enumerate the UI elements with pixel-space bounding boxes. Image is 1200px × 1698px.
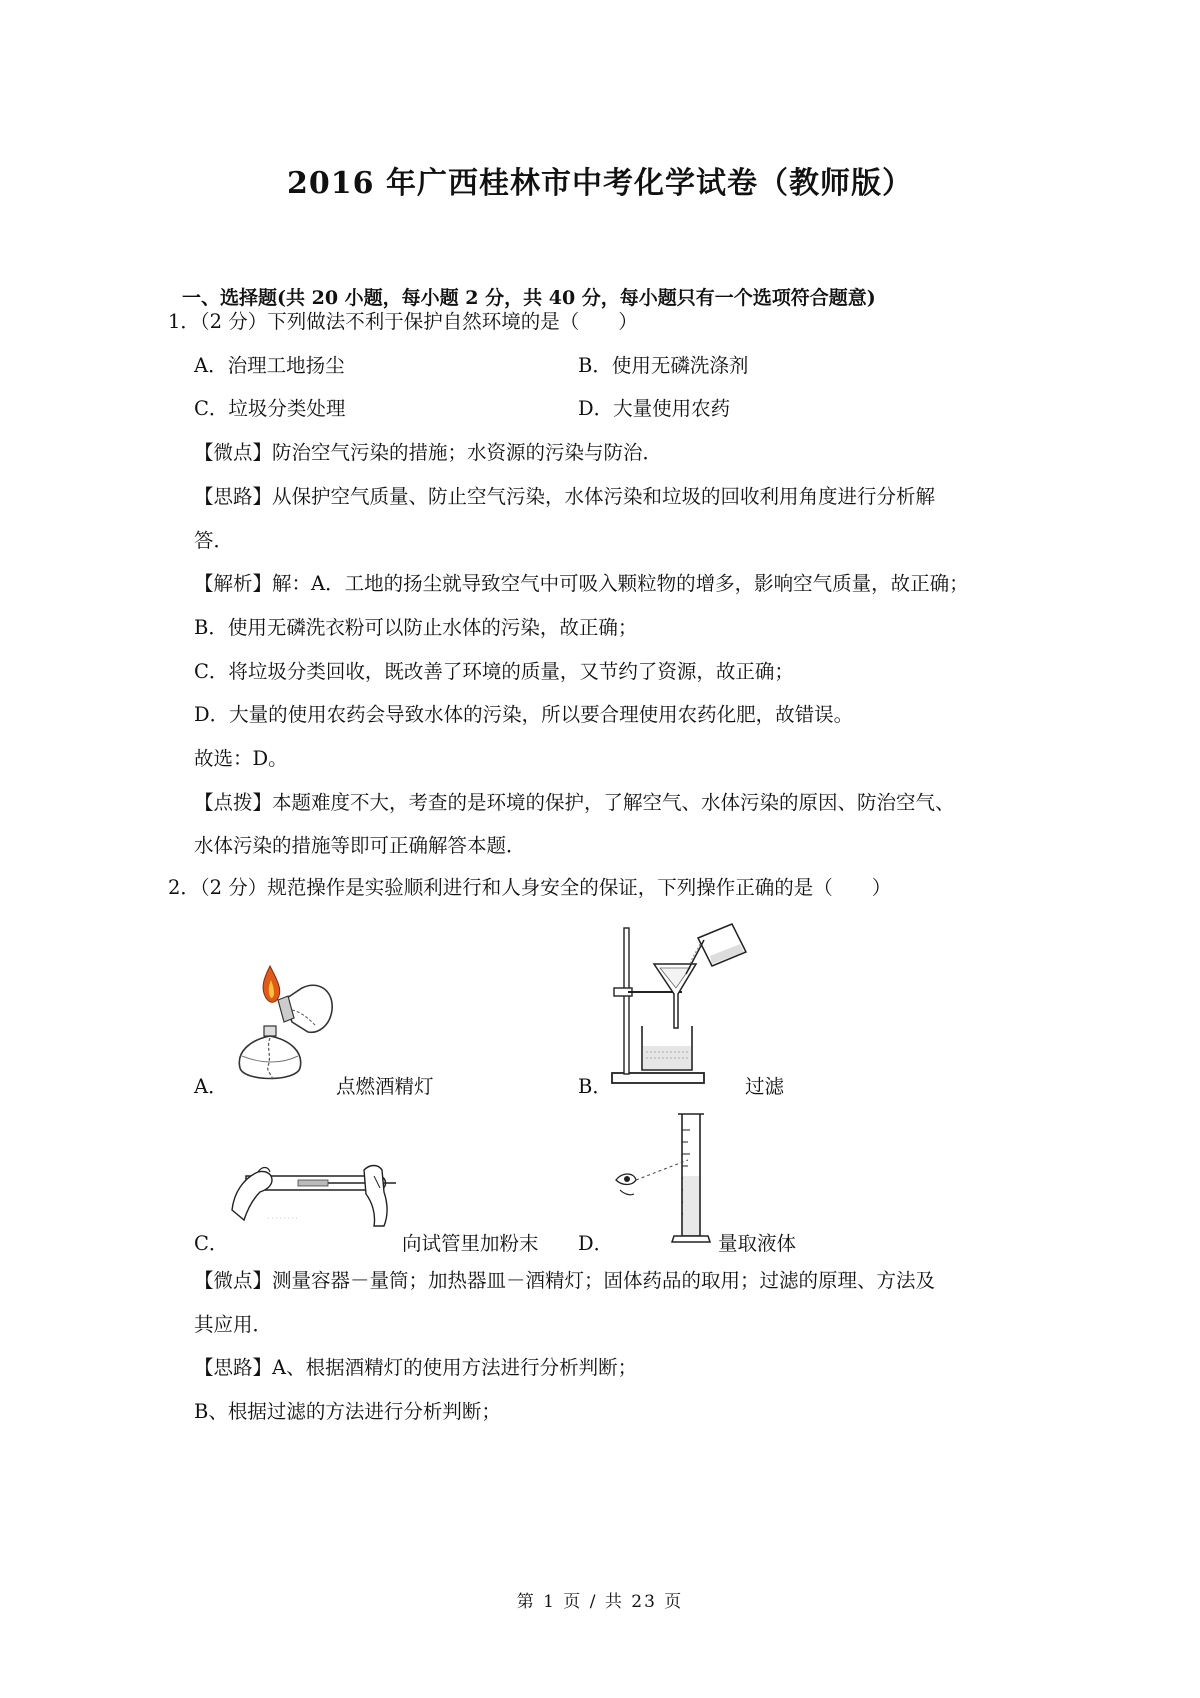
q1-jiexi-line1: 【解析】解：A．工地的扬尘就导致空气中可吸入颗粒物的增多，影响空气质量，故正确；: [194, 572, 969, 595]
q1-stem: 1．（2 分）下列做法不利于保护自然环境的是（ ）: [168, 310, 638, 333]
q2-silu-line1: 【思路】A、根据酒精灯的使用方法进行分析判断；: [194, 1356, 638, 1379]
q2-option-b-letter: B．: [578, 1075, 612, 1098]
q1-option-c: C．垃圾分类处理: [194, 397, 346, 420]
q1-jiexi-line2: B．使用无磷洗衣粉可以防止水体的污染，故正确；: [194, 616, 638, 639]
q2-option-c-letter: C．: [194, 1232, 229, 1255]
section-heading: 一、选择题(共 20 小题，每小题 2 分，共 40 分，每小题只有一个选项符合题意): [182, 287, 876, 309]
q1-jiexi-line3: C．将垃圾分类回收，既改善了环境的质量，又节约了资源，故正确；: [194, 660, 794, 683]
q1-weidian: 【微点】防治空气污染的措施；水资源的污染与防治．: [194, 441, 663, 464]
q2-stem: 2．（2 分）规范操作是实验顺利进行和人身安全的保证，下列操作正确的是（ ）: [168, 876, 892, 899]
test-tube-powder-illustration: [228, 1150, 400, 1230]
q2-weidian-line2: 其应用．: [194, 1313, 273, 1336]
page-title: 2016 年广西桂林市中考化学试卷（教师版）: [287, 166, 913, 201]
q2-option-d-letter: D．: [578, 1232, 614, 1255]
q2-weidian-line1: 【微点】测量容器－量筒；加热器皿－酒精灯；固体药品的取用；过滤的原理、方法及: [194, 1269, 936, 1292]
q2-option-a-caption: 点燃酒精灯: [336, 1075, 434, 1098]
filtration-illustration: [606, 918, 756, 1088]
q1-option-a: A．治理工地扬尘: [194, 354, 345, 377]
q1-silu-line1: 【思路】从保护空气质量、防止空气污染，水体污染和垃圾的回收利用角度进行分析解: [194, 485, 936, 508]
q1-dianbo-line1: 【点拨】本题难度不大，考查的是环境的保护，了解空气、水体污染的原因、防治空气、: [194, 791, 955, 814]
q2-option-a-letter: A．: [194, 1075, 228, 1098]
q1-dianbo-line2: 水体污染的措施等即可正确解答本题．: [194, 834, 526, 857]
q2-option-d-caption: 量取液体: [718, 1232, 797, 1255]
q1-silu-line2: 答．: [194, 529, 234, 552]
q2-option-c-caption: 向试管里加粉末: [402, 1232, 539, 1255]
q2-option-b-caption: 过滤: [745, 1075, 785, 1098]
q1-option-b: B．使用无磷洗涤剂: [578, 354, 749, 377]
q1-jiexi-line4: D．大量的使用农药会导致水体的污染，所以要合理使用农药化肥，故错误。: [194, 703, 854, 726]
graduated-cylinder-illustration: [612, 1110, 722, 1250]
alcohol-lamp-illustration: [222, 960, 342, 1090]
q1-answer: 故选：D。: [194, 747, 288, 770]
q2-silu-line2: B、根据过滤的方法进行分析判断；: [194, 1400, 501, 1423]
q1-option-d: D．大量使用农药: [578, 397, 731, 420]
page-footer: 第 1 页 / 共 23 页: [516, 1592, 684, 1612]
